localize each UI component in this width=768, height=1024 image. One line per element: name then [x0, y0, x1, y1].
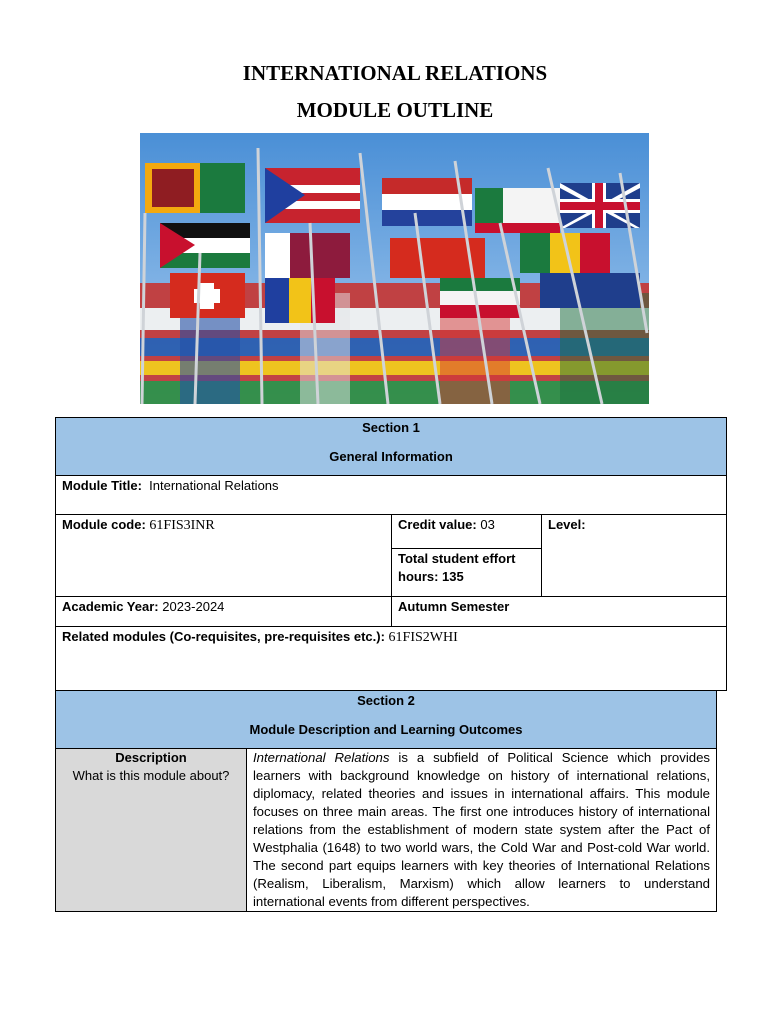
section-1-heading: Section 1: [362, 420, 420, 435]
section-1-header: [56, 418, 727, 476]
document-title: INTERNATIONAL RELATIONS: [242, 61, 548, 85]
academic-year-cell: [56, 597, 392, 627]
description-text-cell: [247, 749, 717, 912]
section-1-general-information: [55, 417, 726, 691]
document-subtitle: MODULE OUTLINE: [296, 98, 494, 122]
module-code-value: 61FIS3INR: [149, 518, 215, 533]
academic-year-label: Academic Year:: [62, 599, 159, 614]
credit-value: 03: [480, 517, 495, 532]
description-question: What is this module about?: [72, 768, 230, 783]
related-modules-value: 61FIS2WHI: [388, 630, 458, 645]
level-cell: [542, 515, 727, 597]
credit-value-label: Credit value:: [398, 517, 477, 532]
module-code-label: Module code:: [62, 517, 146, 532]
description-body: is a subfield of Political Science which provides learners with background knowledge on history of international relations, diplomacy, related theories and issues in international affairs. This module focuses on three main areas. The first one introduces history of international relations from the establishment of modern state system after the Pact of Westphalia (1648) to two world wars, the Cold War and Post-cold War world. The second part equips learners with key theories of International Relations (Realism, Liberalism, Marxism) which allow learners to understand international events from different perspectives.: [253, 750, 711, 909]
section-2-subheading: Module Description and Learning Outcomes: [249, 722, 523, 737]
module-title-label: Module Title:: [62, 478, 142, 493]
module-code-cell: [56, 515, 392, 597]
semester: Autumn Semester: [392, 597, 727, 627]
section-2-header: [56, 691, 717, 749]
description-label: Description: [115, 750, 187, 765]
world-flags-photo: [140, 133, 649, 404]
module-title-value: International Relations: [149, 478, 279, 493]
student-effort-hours: Total student effort hours: 135: [392, 549, 542, 597]
section-2-module-description: [55, 690, 716, 912]
related-modules-cell: [56, 627, 727, 691]
description-italic-term: International Relations: [253, 750, 390, 765]
related-modules-label: Related modules (Co-requisites, pre-requisites etc.):: [62, 629, 385, 644]
academic-year-value: 2023-2024: [162, 599, 225, 614]
credit-value-cell: [392, 515, 542, 549]
level-label: Level:: [548, 517, 586, 532]
section-2-heading: Section 2: [357, 693, 415, 708]
section-1-subheading: General Information: [329, 449, 453, 464]
module-title-cell: [56, 476, 727, 515]
description-label-cell: [56, 749, 247, 912]
